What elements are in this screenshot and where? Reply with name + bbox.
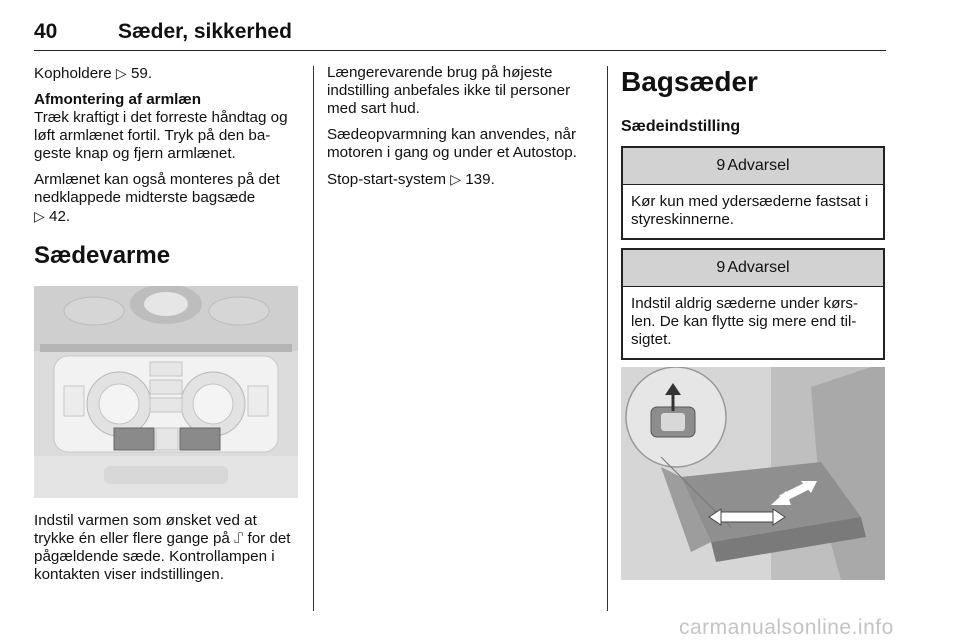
rear-seat-illustration: [621, 367, 885, 580]
page-header: [34, 18, 886, 51]
rear-seat-figure: [621, 367, 885, 580]
rear-seats-heading: Bagsæder: [621, 66, 758, 97]
watermark: carmanualsonline.info: [679, 616, 894, 639]
warning-text: Kør kun med ydersæderne fastsat i styreskinnerne.: [631, 193, 869, 228]
cupholder-ref: Kopholdere ▷ 59.: [34, 65, 153, 82]
seat-heat-icon: ⑀: [234, 530, 244, 547]
column-divider: [607, 66, 608, 611]
column-2: [327, 64, 594, 197]
column-1: [34, 64, 299, 270]
seat-heating-caption: Indstil varmen som ønsket ved at trykke én eller flere gange på ⑀ for det pågældende sæde. Kontrollampen i kontakten viser indstillingen.: [34, 512, 291, 583]
warning-icon: 9: [716, 157, 726, 174]
armrest-alt-text: Armlænet kan også monteres på det nedklappede midterste bagsæde ▷ 42.: [34, 171, 280, 225]
column-divider: [313, 66, 314, 611]
caption-block: [34, 512, 299, 592]
arrow-ref-icon: ▷: [450, 171, 461, 187]
high-setting-note: Længerevarende brug på højeste indstilling anbefales ikke til personer med sart hud.: [327, 64, 571, 117]
page-ref-link[interactable]: 59.: [130, 65, 153, 82]
column-3: [621, 66, 886, 136]
arrow-ref-icon: ▷: [115, 65, 127, 81]
warning-box-1: [621, 146, 885, 240]
autostop-note: Sædeopvarmning kan anvendes, når motoren i gang og under et Autostop.: [327, 126, 577, 161]
page-ref-link[interactable]: 42.: [49, 208, 71, 225]
armrest-subheading: Afmontering af armlæn: [34, 91, 202, 108]
warning-box-2: [621, 248, 885, 360]
warning-header: 9 Advarsel: [623, 250, 883, 287]
heater-control-panel-figure: [34, 286, 298, 498]
arrow-ref-icon: ▷: [34, 208, 45, 224]
seat-heating-heading: Sædevarme: [34, 242, 171, 269]
page-number: 40: [34, 20, 58, 43]
page-ref-link[interactable]: 139.: [465, 171, 495, 188]
page-title: Sæder, sikkerhed: [118, 20, 292, 43]
warning-text: Indstil aldrig sæderne under kørslen. De kan flytte sig mere end tilsigtet.: [631, 295, 859, 348]
armrest-text: Træk kraftigt i det forreste håndtag og løft armlænet fortil. Tryk på den bageste knap og fjern armlænet.: [34, 109, 288, 162]
seat-adjustment-subheading: Sædeindstilling: [621, 118, 741, 135]
warning-header: 9 Advarsel: [623, 148, 883, 185]
control-panel-illustration: [34, 286, 298, 498]
warning-icon: 9: [716, 259, 726, 276]
stop-start-ref: Stop-start-system ▷ 139.: [327, 171, 495, 188]
